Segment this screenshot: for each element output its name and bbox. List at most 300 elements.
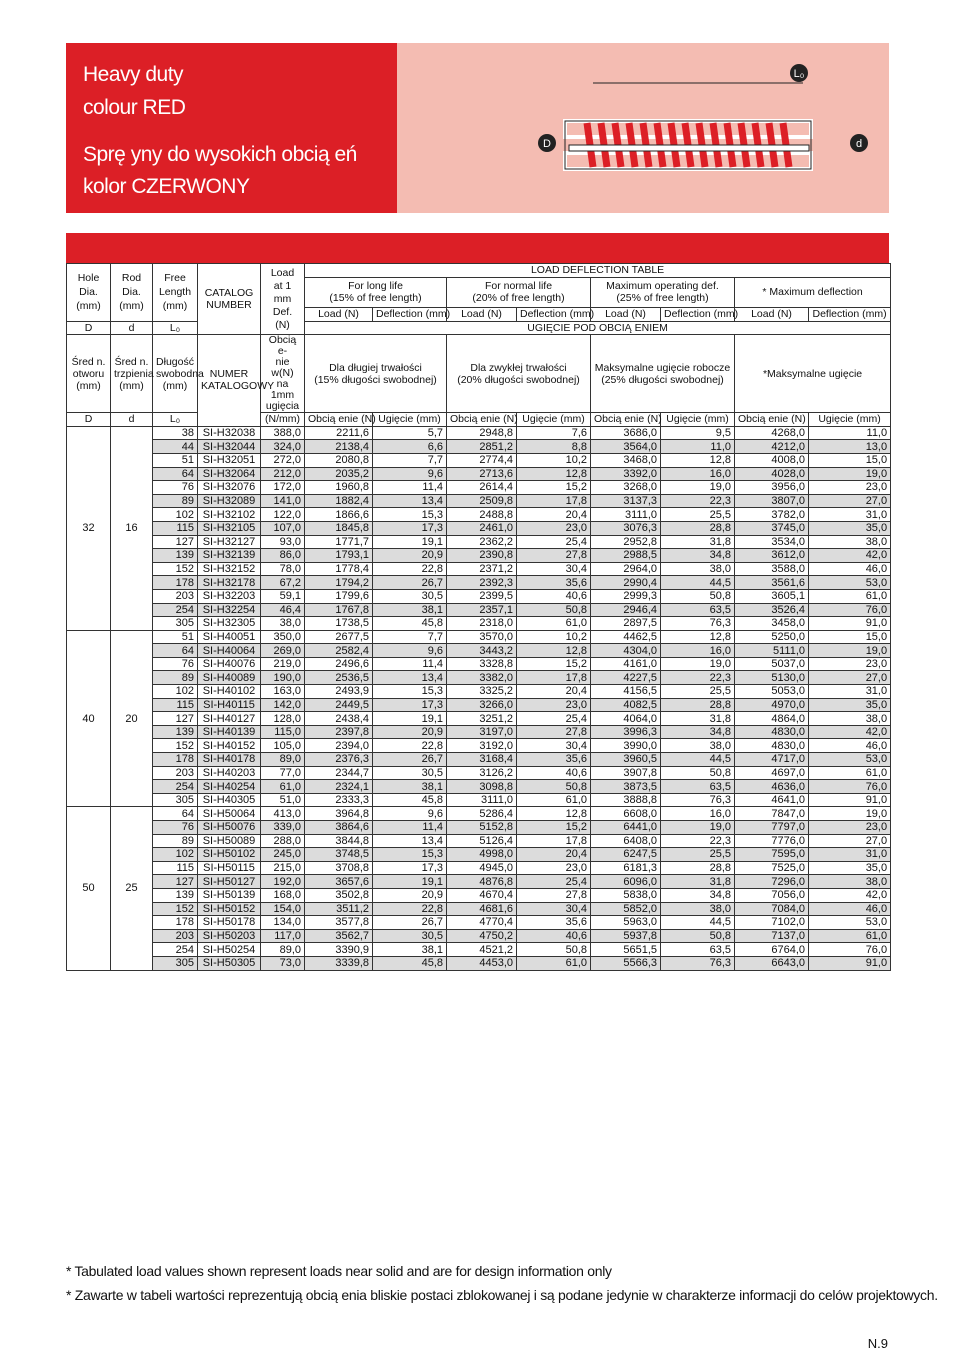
- long-load: 1793,1: [305, 549, 373, 563]
- catalog-number: SI-H50139: [198, 888, 261, 902]
- load-per-mm: 142,0: [261, 698, 305, 712]
- col-load: Load at 1 mm Def. (N): [261, 264, 305, 335]
- maxdef-load: 3588,0: [735, 562, 809, 576]
- maxop-load: 6441,0: [591, 821, 661, 835]
- free-length: 51: [153, 453, 198, 467]
- normal-deflection: 35,6: [517, 576, 591, 590]
- maxdef-deflection: 42,0: [809, 888, 891, 902]
- long-deflection: 17,3: [373, 861, 447, 875]
- free-length: 76: [153, 821, 198, 835]
- normal-load: 3168,4: [447, 753, 517, 767]
- maxop-deflection: 11,0: [661, 440, 735, 454]
- maxop-load: 2988,5: [591, 549, 661, 563]
- maxop-deflection: 19,0: [661, 657, 735, 671]
- maxop-deflection: 50,8: [661, 589, 735, 603]
- table-row: [67, 685, 891, 699]
- load-per-mm: 67,2: [261, 576, 305, 590]
- normal-deflection: 27,8: [517, 888, 591, 902]
- h-deflection: Deflection (mm): [373, 307, 447, 321]
- long-deflection: 20,9: [373, 725, 447, 739]
- long-deflection: 30,5: [373, 766, 447, 780]
- maxop-load: 6181,3: [591, 861, 661, 875]
- normal-deflection: 61,0: [517, 617, 591, 631]
- maxop-deflection: 22,3: [661, 834, 735, 848]
- table-row: [67, 467, 891, 481]
- free-length: 89: [153, 834, 198, 848]
- normal-deflection: 50,8: [517, 603, 591, 617]
- maxdef-deflection: 91,0: [809, 956, 891, 970]
- maxdef-load: 5130,0: [735, 671, 809, 685]
- table-row: [67, 712, 891, 726]
- free-length: 115: [153, 861, 198, 875]
- maxop-deflection: 38,0: [661, 902, 735, 916]
- maxop-load: 3907,8: [591, 766, 661, 780]
- table-row: [67, 902, 891, 916]
- long-deflection: 20,9: [373, 549, 447, 563]
- col-max-def: * Maximum deflection: [735, 277, 891, 307]
- long-load: 2138,4: [305, 440, 373, 454]
- free-length: 254: [153, 780, 198, 794]
- maxdef-deflection: 35,0: [809, 861, 891, 875]
- h-pl-obc: Obcią enie (N): [305, 413, 373, 427]
- long-deflection: 45,8: [373, 793, 447, 807]
- maxop-deflection: 63,5: [661, 943, 735, 957]
- rod: [569, 145, 809, 151]
- long-load: 3390,9: [305, 943, 373, 957]
- maxdef-deflection: 53,0: [809, 576, 891, 590]
- load-per-mm: 93,0: [261, 535, 305, 549]
- table-row: [67, 861, 891, 875]
- col-max-op: Maximum operating def. (25% of free length): [591, 277, 735, 307]
- maxdef-load: 7776,0: [735, 834, 809, 848]
- table-row: [67, 440, 891, 454]
- maxdef-deflection: 76,0: [809, 603, 891, 617]
- maxdef-deflection: 61,0: [809, 589, 891, 603]
- normal-deflection: 25,4: [517, 535, 591, 549]
- normal-deflection: 27,8: [517, 549, 591, 563]
- table-row: [67, 671, 891, 685]
- load-per-mm: 288,0: [261, 834, 305, 848]
- load-per-mm: 269,0: [261, 644, 305, 658]
- free-length: 254: [153, 603, 198, 617]
- long-deflection: 22,8: [373, 562, 447, 576]
- free-length: 127: [153, 712, 198, 726]
- maxdef-deflection: 53,0: [809, 916, 891, 930]
- free-length: 127: [153, 535, 198, 549]
- load-per-mm: 141,0: [261, 494, 305, 508]
- normal-load: 3382,0: [447, 671, 517, 685]
- maxop-deflection: 31,8: [661, 535, 735, 549]
- h-pl-rod: Śred n. trzpienia (mm): [111, 335, 153, 413]
- h-L0-pl: L₀: [153, 413, 198, 427]
- col-catalog: CATALOG NUMBER: [198, 264, 261, 335]
- l0-label: L₀: [793, 68, 805, 80]
- maxdef-load: 6643,0: [735, 956, 809, 970]
- maxop-deflection: 31,8: [661, 875, 735, 889]
- rod-diameter: 16: [111, 426, 153, 630]
- table-row: [67, 426, 891, 440]
- catalog-number: SI-H50089: [198, 834, 261, 848]
- maxdef-deflection: 91,0: [809, 793, 891, 807]
- catalog-number: SI-H50127: [198, 875, 261, 889]
- col-hole: Hole Dia. (mm): [67, 264, 111, 322]
- maxdef-load: 4212,0: [735, 440, 809, 454]
- maxop-load: 3564,0: [591, 440, 661, 454]
- title-pl-line1: Sprę yny do wysokich obcią eń: [83, 143, 357, 166]
- long-load: 1794,2: [305, 576, 373, 590]
- maxdef-deflection: 61,0: [809, 929, 891, 943]
- table-row: [67, 929, 891, 943]
- maxop-load: 4064,0: [591, 712, 661, 726]
- catalog-number: SI-H40305: [198, 793, 261, 807]
- table-row: [67, 521, 891, 535]
- catalog-number: SI-H50115: [198, 861, 261, 875]
- free-length: 178: [153, 753, 198, 767]
- table-row: [67, 807, 891, 821]
- long-deflection: 13,4: [373, 834, 447, 848]
- catalog-number: SI-H50076: [198, 821, 261, 835]
- long-load: 1767,8: [305, 603, 373, 617]
- maxop-load: 3888,8: [591, 793, 661, 807]
- maxop-deflection: 63,5: [661, 603, 735, 617]
- maxop-deflection: 34,8: [661, 725, 735, 739]
- hole-diameter: 32: [67, 426, 111, 630]
- maxdef-deflection: 91,0: [809, 617, 891, 631]
- free-length: 305: [153, 793, 198, 807]
- maxdef-deflection: 46,0: [809, 739, 891, 753]
- table-row: [67, 753, 891, 767]
- h-load-n: Load (N): [305, 307, 373, 321]
- maxdef-deflection: 42,0: [809, 549, 891, 563]
- free-length: 64: [153, 644, 198, 658]
- table-row: [67, 549, 891, 563]
- long-deflection: 22,8: [373, 902, 447, 916]
- long-deflection: 9,6: [373, 467, 447, 481]
- maxop-deflection: 12,8: [661, 453, 735, 467]
- maxdef-load: 4641,0: [735, 793, 809, 807]
- load-per-mm: 122,0: [261, 508, 305, 522]
- maxop-load: 2964,0: [591, 562, 661, 576]
- free-length: 139: [153, 725, 198, 739]
- normal-load: 3328,8: [447, 657, 517, 671]
- col-ldt: LOAD DEFLECTION TABLE: [305, 264, 891, 278]
- catalog-number: SI-H50152: [198, 902, 261, 916]
- load-per-mm: 272,0: [261, 453, 305, 467]
- maxdef-load: 4268,0: [735, 426, 809, 440]
- normal-deflection: 40,6: [517, 589, 591, 603]
- maxop-deflection: 50,8: [661, 766, 735, 780]
- maxop-load: 3996,3: [591, 725, 661, 739]
- free-length: 64: [153, 467, 198, 481]
- load-per-mm: 163,0: [261, 685, 305, 699]
- table-row: [67, 481, 891, 495]
- long-load: 3339,8: [305, 956, 373, 970]
- maxop-deflection: 44,5: [661, 753, 735, 767]
- normal-load: 2399,5: [447, 589, 517, 603]
- h-pl-ugi: Ugięcie (mm): [373, 413, 447, 427]
- load-per-mm: 78,0: [261, 562, 305, 576]
- free-length: 203: [153, 589, 198, 603]
- spring-diagram-panel: [397, 43, 889, 213]
- table-row: [67, 834, 891, 848]
- maxdef-deflection: 31,0: [809, 508, 891, 522]
- long-load: 2449,5: [305, 698, 373, 712]
- long-load: 2080,8: [305, 453, 373, 467]
- maxop-deflection: 44,5: [661, 916, 735, 930]
- long-deflection: 26,7: [373, 576, 447, 590]
- maxop-deflection: 16,0: [661, 644, 735, 658]
- maxdef-deflection: 11,0: [809, 426, 891, 440]
- maxop-load: 4304,0: [591, 644, 661, 658]
- h-load-n: Load (N): [591, 307, 661, 321]
- table-body: [67, 426, 891, 970]
- normal-load: 3126,2: [447, 766, 517, 780]
- load-per-mm: 61,0: [261, 780, 305, 794]
- catalog-number: SI-H32102: [198, 508, 261, 522]
- table-row: [67, 780, 891, 794]
- h-D: D: [67, 321, 111, 335]
- catalog-number: SI-H32139: [198, 549, 261, 563]
- normal-load: 4453,0: [447, 956, 517, 970]
- h-L0: L₀: [153, 321, 198, 335]
- maxop-deflection: 12,8: [661, 630, 735, 644]
- maxop-deflection: 63,5: [661, 780, 735, 794]
- catalog-number: SI-H32076: [198, 481, 261, 495]
- maxdef-deflection: 35,0: [809, 521, 891, 535]
- free-length: 89: [153, 494, 198, 508]
- load-per-mm: 128,0: [261, 712, 305, 726]
- long-load: 2677,5: [305, 630, 373, 644]
- catalog-number: SI-H40203: [198, 766, 261, 780]
- maxop-deflection: 16,0: [661, 467, 735, 481]
- long-load: 1738,5: [305, 617, 373, 631]
- maxdef-load: 4864,0: [735, 712, 809, 726]
- normal-load: 4876,8: [447, 875, 517, 889]
- long-load: 1960,8: [305, 481, 373, 495]
- normal-load: 2713,6: [447, 467, 517, 481]
- maxdef-load: 5037,0: [735, 657, 809, 671]
- catalog-number: SI-H40051: [198, 630, 261, 644]
- table-row: [67, 576, 891, 590]
- table-row: [67, 617, 891, 631]
- maxdef-deflection: 46,0: [809, 562, 891, 576]
- table-row: [67, 943, 891, 957]
- maxop-load: 5852,0: [591, 902, 661, 916]
- h-pl-load: Obcią e- nie w(N) na 1mm ugięcia: [261, 335, 305, 413]
- long-load: 2344,7: [305, 766, 373, 780]
- h-pl-obc: Obcią enie (N): [591, 413, 661, 427]
- maxop-load: 6247,5: [591, 848, 661, 862]
- maxop-deflection: 38,0: [661, 739, 735, 753]
- normal-deflection: 61,0: [517, 793, 591, 807]
- long-load: 3708,8: [305, 861, 373, 875]
- long-load: 2496,6: [305, 657, 373, 671]
- load-per-mm: 190,0: [261, 671, 305, 685]
- maxop-load: 2999,3: [591, 589, 661, 603]
- normal-deflection: 12,8: [517, 807, 591, 821]
- d-inner-label: d: [855, 138, 863, 150]
- maxop-load: 3111,0: [591, 508, 661, 522]
- catalog-number: SI-H50102: [198, 848, 261, 862]
- maxop-deflection: 16,0: [661, 807, 735, 821]
- normal-load: 2357,1: [447, 603, 517, 617]
- normal-load: 2318,0: [447, 617, 517, 631]
- h-deflection: Deflection (mm): [661, 307, 735, 321]
- free-length: 152: [153, 739, 198, 753]
- normal-deflection: 30,4: [517, 739, 591, 753]
- catalog-number: SI-H32038: [198, 426, 261, 440]
- long-deflection: 15,3: [373, 685, 447, 699]
- free-length: 115: [153, 698, 198, 712]
- maxdef-deflection: 19,0: [809, 807, 891, 821]
- normal-deflection: 30,4: [517, 562, 591, 576]
- h-pl-max-op: Maksymalne ugięcie robocze (25% długości swobodnej): [591, 335, 735, 413]
- maxdef-load: 3605,1: [735, 589, 809, 603]
- maxop-deflection: 25,5: [661, 848, 735, 862]
- h-deflection: Deflection (mm): [809, 307, 891, 321]
- h-deflection: Deflection (mm): [517, 307, 591, 321]
- maxop-load: 3076,3: [591, 521, 661, 535]
- maxdef-deflection: 46,0: [809, 902, 891, 916]
- maxdef-deflection: 53,0: [809, 753, 891, 767]
- long-deflection: 38,1: [373, 943, 447, 957]
- normal-load: 2392,3: [447, 576, 517, 590]
- table-row: [67, 630, 891, 644]
- long-load: 2536,5: [305, 671, 373, 685]
- long-load: 1771,7: [305, 535, 373, 549]
- load-per-mm: 413,0: [261, 807, 305, 821]
- normal-deflection: 20,4: [517, 848, 591, 862]
- banner: [66, 43, 889, 213]
- maxdef-load: 4636,0: [735, 780, 809, 794]
- long-deflection: 17,3: [373, 698, 447, 712]
- table-row: [67, 535, 891, 549]
- long-load: 3844,8: [305, 834, 373, 848]
- normal-deflection: 23,0: [517, 698, 591, 712]
- maxdef-load: 7137,0: [735, 929, 809, 943]
- long-load: 3502,8: [305, 888, 373, 902]
- maxdef-load: 4717,0: [735, 753, 809, 767]
- maxop-deflection: 25,5: [661, 508, 735, 522]
- free-length: 139: [153, 888, 198, 902]
- normal-load: 4750,2: [447, 929, 517, 943]
- long-load: 2582,4: [305, 644, 373, 658]
- load-per-mm: 172,0: [261, 481, 305, 495]
- normal-load: 4681,6: [447, 902, 517, 916]
- normal-load: 2488,8: [447, 508, 517, 522]
- catalog-number: SI-H40089: [198, 671, 261, 685]
- maxop-load: 5937,8: [591, 929, 661, 943]
- spring-table: [66, 263, 891, 971]
- normal-deflection: 7,6: [517, 426, 591, 440]
- page-number: N.9: [867, 1336, 888, 1351]
- table-row: [67, 956, 891, 970]
- maxdef-deflection: 38,0: [809, 875, 891, 889]
- free-length: 178: [153, 916, 198, 930]
- catalog-number: SI-H50254: [198, 943, 261, 957]
- table-row: [67, 657, 891, 671]
- maxdef-load: 4970,0: [735, 698, 809, 712]
- normal-load: 3192,0: [447, 739, 517, 753]
- maxdef-load: 3807,0: [735, 494, 809, 508]
- free-length: 254: [153, 943, 198, 957]
- h-pl-ugi: Ugięcie (mm): [517, 413, 591, 427]
- h-pl-free: Długość swobodna (mm): [153, 335, 198, 413]
- table-row: [67, 494, 891, 508]
- catalog-number: SI-H40139: [198, 725, 261, 739]
- table-row: [67, 644, 891, 658]
- normal-load: 3266,0: [447, 698, 517, 712]
- spring-diagram: [397, 43, 889, 213]
- load-per-mm: 105,0: [261, 739, 305, 753]
- maxop-deflection: 22,3: [661, 494, 735, 508]
- catalog-number: SI-H40127: [198, 712, 261, 726]
- table-row: [67, 698, 891, 712]
- maxop-load: 3873,5: [591, 780, 661, 794]
- h-pl-ugi: Ugięcie (mm): [661, 413, 735, 427]
- maxdef-deflection: 19,0: [809, 644, 891, 658]
- catalog-number: SI-H32051: [198, 453, 261, 467]
- long-deflection: 17,3: [373, 521, 447, 535]
- rod-diameter: 25: [111, 807, 153, 970]
- long-deflection: 13,4: [373, 671, 447, 685]
- load-per-mm: 215,0: [261, 861, 305, 875]
- normal-load: 5152,8: [447, 821, 517, 835]
- maxdef-load: 5111,0: [735, 644, 809, 658]
- load-per-mm: 192,0: [261, 875, 305, 889]
- normal-load: 3443,2: [447, 644, 517, 658]
- maxop-load: 6608,0: [591, 807, 661, 821]
- long-deflection: 9,6: [373, 644, 447, 658]
- normal-load: 2509,8: [447, 494, 517, 508]
- free-length: 44: [153, 440, 198, 454]
- load-per-mm: 117,0: [261, 929, 305, 943]
- maxop-load: 3468,0: [591, 453, 661, 467]
- load-per-mm: 89,0: [261, 753, 305, 767]
- long-load: 3562,7: [305, 929, 373, 943]
- catalog-number: SI-H40102: [198, 685, 261, 699]
- free-length: 152: [153, 902, 198, 916]
- title-en-line1: Heavy duty: [83, 63, 184, 86]
- maxop-deflection: 31,8: [661, 712, 735, 726]
- load-per-mm: 73,0: [261, 956, 305, 970]
- table-row: [67, 603, 891, 617]
- catalog-number: SI-H40064: [198, 644, 261, 658]
- maxdef-deflection: 42,0: [809, 725, 891, 739]
- free-length: 76: [153, 481, 198, 495]
- h-load-n: Load (N): [447, 307, 517, 321]
- maxdef-load: 3561,6: [735, 576, 809, 590]
- maxop-load: 4462,5: [591, 630, 661, 644]
- load-per-mm: 388,0: [261, 426, 305, 440]
- long-deflection: 26,7: [373, 753, 447, 767]
- normal-deflection: 17,8: [517, 834, 591, 848]
- normal-load: 2362,2: [447, 535, 517, 549]
- free-length: 64: [153, 807, 198, 821]
- normal-deflection: 20,4: [517, 508, 591, 522]
- load-per-mm: 134,0: [261, 916, 305, 930]
- long-load: 2397,8: [305, 725, 373, 739]
- long-deflection: 13,4: [373, 494, 447, 508]
- free-length: 178: [153, 576, 198, 590]
- normal-load: 5286,4: [447, 807, 517, 821]
- table-row: [67, 589, 891, 603]
- h-pl-ugi: Ugięcie (mm): [809, 413, 891, 427]
- normal-deflection: 17,8: [517, 671, 591, 685]
- maxdef-load: 7296,0: [735, 875, 809, 889]
- long-deflection: 9,6: [373, 807, 447, 821]
- catalog-number: SI-H32089: [198, 494, 261, 508]
